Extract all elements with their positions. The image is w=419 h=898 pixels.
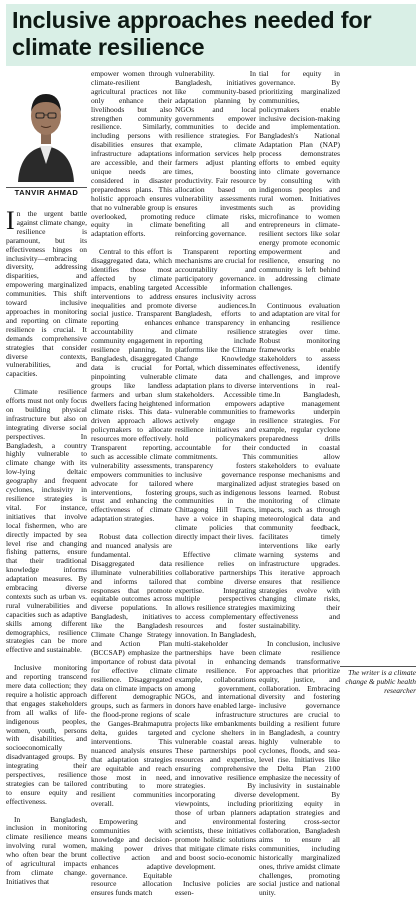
author-name: TANVIR AHMAD [6, 187, 87, 198]
paragraph: empower women through climate-resilient agricultural practices not only enhance their livelihoods but also strengthen community resilience. Similarly, including persons with disabilities ensures that infrastructure adaptations are accessible, and their unique needs are considered in disaster preparedness plans. This holistic approach ensures that no vulnerable group is overlooked, promoting equity in climate adaptation efforts. [91, 69, 172, 239]
paragraph [6, 206, 87, 379]
paragraph: Effective climate resilience relies on collaborative partnerships that combine diverse expertise. Integrating multiple perspectives allows resilience strategies to access complementary resources and foster innovation. In Bangladesh, multi-stakeholder partnerships have been pivotal in enhancing climate resilience. For example, collaborations among government, NGOs, and international donors have enabled large-scale infrastructure projects like embankments and cyclone shelters in vulnerable coastal areas. These partnerships pool resources and expertise, ensuring comprehensive and innovative resilience strategies. By incorporating diverse viewpoints, including those of urban planners and environmental scientists, these initiatives promote holistic solutions that mitigate climate risks and boost socio-economic development. [175, 549, 256, 871]
paragraph: Transparent reporting mechanisms are crucial for accountability and participatory governance. Accessible information ensures inclusivity across diverse audiences.In Bangladesh, efforts to enhance transparency in climate resilience reporting include platforms like the Climate Change Knowledge Portal, which disseminates climate data and adaptation plans to diverse stakeholders. Accessible information empowers vulnerable communities to actively engage in resilience initiatives and hold policymakers accountable for their commitments. This transparency fosters inclusive governance where marginalized groups, such as indigenous communities in the Chittagong Hill Tracts, have a voice in shaping climate policies that directly impact their lives. [175, 247, 257, 542]
headline-banner [6, 4, 416, 66]
paragraph: Robust data collection and nuanced analysis are fundamental. Disaggregated data illuminate vulnerabilities and informs tailored responses that promote equitable outcomes across diverse populations. In Bangladesh, initiatives like the Bangladesh Climate Change Strategy and Action Plan (BCCSAP) emphasize the importance of robust data for effective climate resilience. Disaggregated data on climate impacts on different demographic groups, such as farmers in the flood-prone regions of the Ganges-Brahmaputra delta, guides targeted interventions. This nuanced analysis ensures that adaptation strategies are equitable and reach those most in need, contributing to more resilient communities overall. [91, 532, 172, 809]
paragraph: Inclusive monitoring and reporting transcend mere data collection; they require a holistic approach that engages stakeholders from all walks of life-indigenous peoples, women, youth, persons with disabilities, and socioeconomically disadvantaged groups. By integrating their perspectives, resilience strategies can be tailored to ensure equity and effectiveness. [6, 663, 87, 806]
paragraph: Climate resilience efforts must not only focus on building physical infrastructure but also on integrating diverse social perspectives. In Bangladesh, a country highly vulnerable to climate change with its low-lying deltaic geography and frequent cyclones, inclusivity in resilience strategies is vital. For instance, initiatives that involve local fishermen, who are directly impacted by sea level rise and changing fishing patterns, ensure that their traditional knowledge informs adaptation measures. By embracing diverse contexts such as urban vs. rural vulnerabilities and capacities such as adaptive skills among different demographics, resilience strategies can be more effective and sustainable. [6, 387, 87, 655]
article-column-1 [6, 70, 87, 886]
paragraph: Inclusive policies are essen- [175, 879, 256, 898]
paragraph: In Bangladesh, inclusion in monitoring climate resilience means involving rural women, who often bear the brunt of agricultural impacts from climate change. Initiatives that [6, 814, 87, 886]
paragraph: Central to this effort is disaggregated data, which identifies those most affected by climate impacts, enabling targeted interventions to address inequalities and promote social justice. Transparent reporting enhances accountability and community engagement in resilience planning. In Bangladesh, disaggregated data is crucial for pinpointing vulnerable groups like landless farmers and urban slum dwellers facing heightened climate risks. This data-driven approach allows policymakers to allocate resources more effectively. Transparent reporting, such as accessible climate vulnerability assessments, empowers communities to advocate for tailored interventions, fostering trust and enhancing the effectiveness of climate adaptation strategies. [91, 247, 172, 524]
headline: Inclusive approaches needed for climate resilience [12, 7, 372, 60]
article-column-4 [259, 69, 340, 898]
drop-cap: I [6, 206, 15, 235]
paragraph: Continuous evaluation and adaptation are vital for enhancing resilience strategies over time. Robust monitoring frameworks enable stakeholders to assess effectiveness, identify challenges, and improve interventions in real-time.In Bangladesh, adaptive management frameworks underpin resilience strategies. For example, regular cyclone preparedness drills conducted in coastal communities allow stakeholders to evaluate response mechanisms and adjust strategies based on lessons learned. Robust monitoring of climate impacts, such as through meteorological data and community feedback, facilitates timely interventions like early warning systems and infrastructure upgrades. This iterative approach ensures that resilience strategies evolve with changing climate risks, maximizing their effectiveness and sustainability. [259, 300, 340, 631]
article-column-3 [175, 69, 257, 898]
paragraph-text: n the urgent battle against climate change, resilience is paramount, but its effectiveness hinges on inclusivity—embracing diversity, addressing disparities, and empowering marginalized communities. This shift toward inclusive approaches in monitoring and reporting on climate resilience is crucial. It demands comprehensive strategies that consider diverse contexts, vulnerabilities, and capacities. [6, 209, 87, 379]
paragraph: Empowering communities with knowledge and decision-making power drives collective action and enhances adaptive governance. Equitable resource allocation ensures funds match [91, 817, 172, 898]
paragraph: tial for equity in governance. By prioritizing marginalized communities, policymakers enable inclusive decision-making and implementation. Bangladesh's National Adaptation Plan (NAP) process demonstrates efforts to embed equity into climate governance by consulting with indigenous peoples and rural women. Initiatives such as providing microfinance to women entrepreneurs in climate-resilient sectors like solar energy promote economic empowerment and resilience, ensuring no community is left behind in addressing climate challenges. [259, 69, 340, 292]
author-photo [10, 72, 82, 182]
author-footnote: The writer is a climate change & public health researcher [340, 666, 416, 696]
article-column-2 [91, 69, 172, 898]
author-block [6, 70, 87, 200]
paragraph: vulnerability. In Bangladesh, initiatives like community-based adaptation planning by NGOs and local governments empower communities to decide resilience strategies. For example, climate information services help farmers adjust planting times, boosting productivity. Fair resource allocation based on vulnerability assessments ensures investments reduce climate risks, benefiting all and reinforcing governance. [175, 69, 256, 239]
paragraph: In conclusion, inclusive climate resilience demands transformative approaches that prioritize equity, justice, and collaboration. Embracing diversity and fostering inclusive governance structures are crucial to building a resilient future in Bangladesh, a country highly vulnerable to cyclones, floods, and sea-level rise. Initiatives like the Delta Plan 2100 emphasize the necessity of inclusivity in sustainable development. By prioritizing equity in adaptation strategies and fostering cross-sector collaboration, Bangladesh aims to ensure all communities, including historically marginalized ones, thrive amidst climate challenges, promoting social justice and national unity. [259, 638, 340, 898]
